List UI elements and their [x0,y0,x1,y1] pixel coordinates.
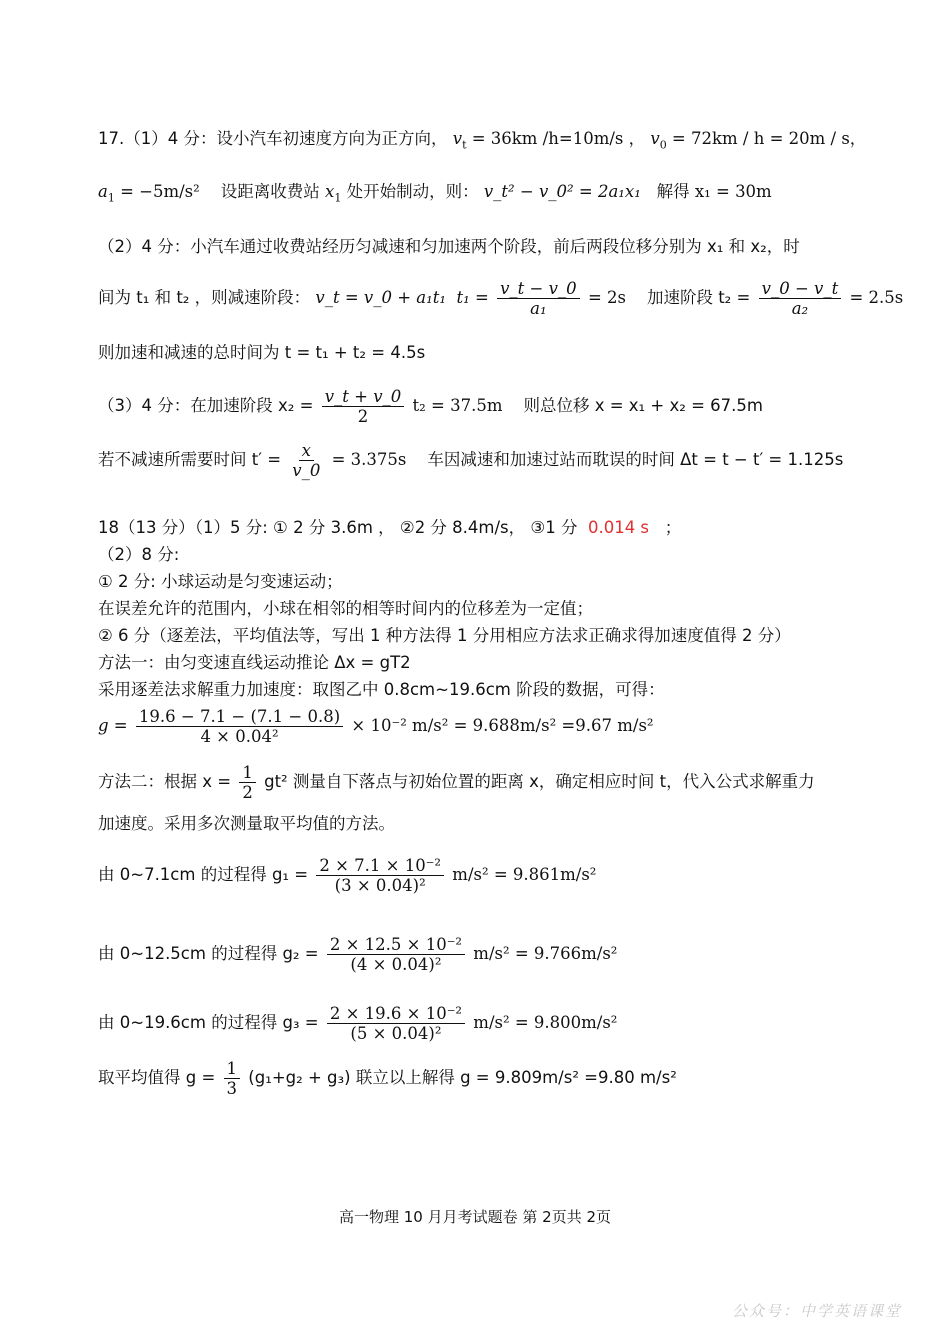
q17-t1-fraction [497,279,580,318]
q17-accel-label: 加速阶段 t₂ = [646,288,751,307]
q17-total-displacement: 则总位移 x = x₁ + x₂ = 67.5m [523,396,763,415]
q17-solve-result: x₁ = 30m [694,182,772,201]
fraction-denominator: 4 × 0.04² [200,727,279,746]
q17-decel-intro: 间为 t₁ 和 t₂ ，则减速阶段： [98,288,311,307]
q17-a1-value: = −5m/s² [114,182,200,201]
q18-line-10: 加速度。采用多次测量取平均值的方法。 [98,814,395,833]
q17-line-1 [98,128,866,156]
q17-tprime-fraction [289,441,323,480]
q18-g1-intro: 由 0~7.1cm 的过程得 g₁ = [98,865,309,884]
q18-line-1 [98,517,681,539]
q18-method2-text: gt² 测量自下落点与初始位置的距离 x，确定相应时间 t，代入公式求解重力 [264,772,815,791]
q17-x2-result: t₂ = 37.5m [412,396,503,415]
q18-line-9 [98,762,815,802]
q18-g2-fraction [327,935,465,974]
q18-average-result: (g₁+g₂ + g₃) 联立以上解得 g = 9.809m/s² =9.80 m/s² [248,1068,677,1087]
q17-v0-symbol: v [650,129,660,148]
q18-circled-2: ② [399,518,415,537]
q17-v0-sub: 0 [659,138,667,152]
q17-t1-result: = 2s [587,288,626,307]
q17-brake-text: 设距离收费站 [220,182,320,201]
q17-line-3: （2）4 分：小汽车通过收费站经历匀减速和匀加速两个阶段，前后两段位移分别为 x₁ 和 x₂，时 [98,237,800,256]
q17-delay-time: 车因减速和加速过站而耽误的时间 Δt = t − t′ = 1.125s [427,450,844,469]
fraction-numerator: 1 [239,763,256,783]
q17-v0-value: = 72km / h = 20m / s， [666,129,867,148]
q17-vt-symbol: v [452,129,463,148]
page-footer: 高一物理 10 月月考试题卷 第 2页共 2页 [338,1208,612,1226]
fraction-denominator: (3 × 0.04)² [334,876,426,895]
q17-t2-result: = 2.5s [849,288,904,307]
q17-part1-intro: 17.（1）4 分：设小汽车初速度方向为正方向， [98,129,448,148]
q18-g2-result: m/s² = 9.766m/s² [473,944,618,963]
q18-line-11 [98,853,596,897]
fraction-denominator: 2 [242,783,253,802]
q18-circled-3: ③ [530,518,546,537]
q18-line-2: （2）8 分: [98,545,180,564]
fraction-numerator: 2 × 12.5 × 10⁻² [327,935,465,955]
q18-g1-fraction [316,856,444,895]
q17-line-5: 则加速和减速的总时间为 t = t₁ + t₂ = 4.5s [98,343,426,362]
q18-third-fraction [224,1059,241,1098]
q18-g2-intro: 由 0~12.5cm 的过程得 g₂ = [98,944,319,963]
q18-line-1-end: ； [664,518,682,537]
q17-line-2 [98,181,772,209]
q18-half-fraction [239,763,256,802]
fraction-denominator: 3 [226,1079,238,1098]
q17-solve-label: 解得 [656,182,690,201]
q18-line-3: ① 2 分: 小球运动是匀变速运动； [98,572,343,591]
q17-line-6 [98,386,763,426]
fraction-numerator: 2 × 19.6 × 10⁻² [327,1004,465,1024]
q18-line-5: ② 6 分（逐差法，平均值法等，写出 1 种方法得 1 分用相应方法求正确求得加速度值得 2 分） [98,626,791,645]
q17-no-decel-intro: 若不减速所需要时间 t′ = [98,450,282,469]
fraction-denominator: v_0 [292,461,321,480]
q18-circled-1: ① [273,518,288,537]
fraction-denominator: 2 [357,407,369,426]
watermark: 公众号：中学英语课堂 [731,1302,902,1320]
q18-g-result: × 10⁻² m/s² = 9.688m/s² =9.67 m/s² [351,716,654,735]
q17-a1-sub: 1 [107,191,115,205]
q18-answer-3-label: 1 分 [545,518,578,537]
q17-vt-sub: t [462,138,467,152]
fraction-numerator: 1 [224,1059,241,1079]
q17-brake-text-2: 处开始制动，则： [346,182,479,201]
q18-g3-fraction [327,1004,465,1043]
q17-t1-label: t₁ = [456,288,489,307]
q18-line-6: 方法一：由匀变速直线运动推论 Δx = gT2 [98,653,411,672]
q17-x2-fraction [322,387,405,426]
q18-g-fraction [136,707,343,746]
fraction-denominator: (5 × 0.04)² [350,1024,442,1043]
fraction-numerator: v_0 − v_t [759,279,842,299]
q18-line-13 [98,1001,617,1045]
fraction-numerator: 19.6 − 7.1 − (7.1 − 0.8) [136,707,343,727]
q17-tprime-result: = 3.375s [331,450,407,469]
q17-line-7 [98,440,843,480]
q17-kinematic-equation: v_t² − v_0² = 2a₁x₁ [483,182,641,201]
q18-line-14 [98,1056,677,1100]
q17-line-4 [98,278,903,318]
q17-part3-intro: （3）4 分：在加速阶段 x₂ = [98,396,314,415]
q18-average-intro: 取平均值得 g = [98,1068,216,1087]
q18-method2-intro: 方法二：根据 x = [98,772,232,791]
q18-answer-3-value: 0.014 s [587,518,650,537]
fraction-denominator: a₁ [530,299,547,318]
q18-part1-intro: 18（13 分）（1）5 分: [98,518,268,537]
q18-g-label: g = [98,716,128,735]
q18-line-7: 采用逐差法求解重力加速度：取图乙中 0.8cm~19.6cm 阶段的数据，可得： [98,680,665,699]
q17-a1-symbol: a [98,182,108,201]
q17-vt-value: = 36km /h=10m/s ， [466,129,646,148]
q18-line-12 [98,932,617,976]
q17-x1-symbol: x [325,182,335,201]
q18-line-8 [98,706,654,746]
q17-decel-equation: v_t = v_0 + a₁t₁ [315,288,447,307]
q18-g3-result: m/s² = 9.800m/s² [473,1013,618,1032]
q18-answer-2: 2 分 8.4m/s， [414,518,526,537]
q17-t2-fraction [759,279,842,318]
q18-g3-intro: 由 0~19.6cm 的过程得 g₃ = [98,1013,319,1032]
fraction-denominator: (4 × 0.04)² [350,955,442,974]
fraction-numerator: v_t + v_0 [322,387,405,407]
q17-x1-sub: 1 [334,191,342,205]
fraction-numerator: 2 × 7.1 × 10⁻² [316,856,444,876]
q18-line-4: 在误差允许的范围内，小球在相邻的相等时间内的位移差为一定值； [98,599,593,618]
q18-answer-1: 2 分 3.6m ， [287,518,395,537]
q18-g1-result: m/s² = 9.861m/s² [452,865,597,884]
fraction-numerator: v_t − v_0 [497,279,580,299]
fraction-denominator: a₂ [791,299,809,318]
fraction-numerator: x [299,441,314,461]
